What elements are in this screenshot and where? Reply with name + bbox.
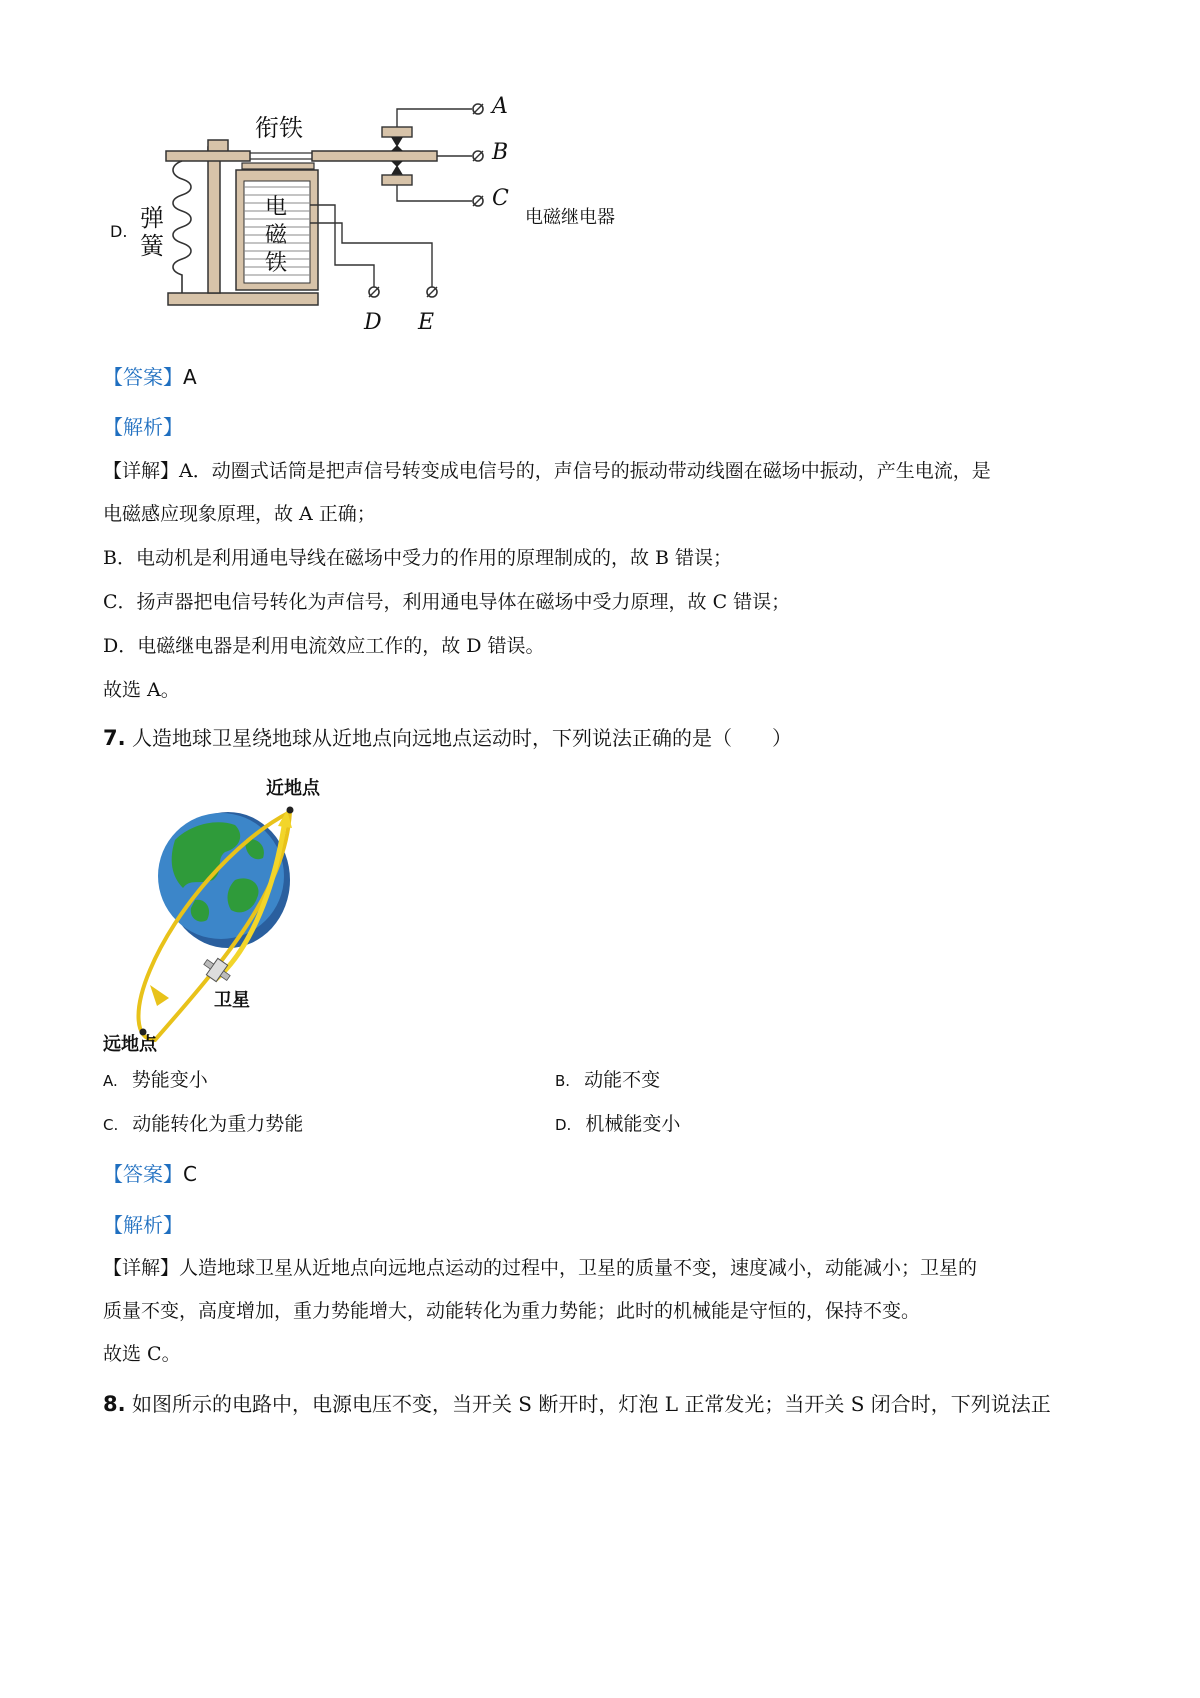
- q6-answer: [103, 363, 197, 392]
- answer-tag: 【答案】: [103, 1162, 183, 1186]
- terminal-c-label: C: [492, 186, 509, 211]
- q7-stem: [103, 724, 792, 752]
- option-text: 动能转化为重力势能: [132, 1113, 304, 1135]
- option-letter: D.: [555, 1116, 572, 1134]
- option-text: 机械能变小: [585, 1113, 681, 1135]
- terminal-a-label: A: [492, 94, 508, 119]
- label-magnet-1: 电: [265, 195, 288, 220]
- q7-analysis-tag: 【解析】: [103, 1213, 183, 1237]
- label-armature: 衔铁: [255, 114, 303, 142]
- relay-caption: 电磁继电器: [525, 207, 615, 228]
- q7-option-a: [103, 1066, 208, 1095]
- q7-option-c: [103, 1110, 303, 1139]
- q6-conclusion: 故选 A。: [103, 679, 180, 701]
- q6-detail-line3: B．电动机是利用通电导线在磁场中受力的作用的原理制成的，故 B 错误；: [103, 547, 733, 569]
- label-spring-2: 簧: [140, 232, 164, 260]
- label-magnet-2: 磁: [265, 223, 288, 248]
- option-letter: C.: [103, 1116, 119, 1134]
- question-text: 如图所示的电路中，电源电压不变，当开关 S 断开时，灯泡 L 正常发光；当开关 S 闭合时，下列说法正: [131, 1392, 1051, 1416]
- relay-figure: [160, 95, 560, 360]
- answer-tag: 【答案】: [103, 365, 183, 389]
- question-number: 8.: [103, 1392, 126, 1416]
- answer-value: C: [183, 1162, 197, 1186]
- detail-text: 人造地球卫星从近地点向远地点运动的过程中，卫星的质量不变，速度减小，动能减小；卫星的: [179, 1257, 978, 1279]
- orbit-figure: [95, 770, 335, 1060]
- label-spring-1: 弹: [140, 204, 164, 232]
- detail-text: A．动圈式话筒是把声信号转变成电信号的，声信号的振动带动线圈在磁场中振动，产生电流，是: [179, 460, 991, 482]
- detail-tag: 【详解】: [103, 1257, 180, 1279]
- answer-value: A: [183, 365, 197, 389]
- q6-detail-line5: D．电磁继电器是利用电流效应工作的，故 D 错误。: [103, 635, 545, 657]
- detail-tag: 【详解】: [103, 460, 180, 482]
- q6-detail-line1: [103, 457, 991, 485]
- label-apogee: 远地点: [103, 1034, 157, 1055]
- q6-detail-line4: C．扬声器把电信号转化为声信号，利用通电导体在磁场中受力原理，故 C 错误；: [103, 591, 791, 613]
- terminal-b-label: B: [492, 140, 509, 165]
- q6-detail-line2: 电磁感应现象原理，故 A 正确；: [103, 503, 376, 525]
- q7-option-d: [555, 1110, 680, 1139]
- terminal-e-label: E: [418, 310, 435, 335]
- label-magnet-3: 铁: [265, 251, 288, 276]
- q6-analysis-tag: 【解析】: [103, 415, 183, 439]
- option-d-letter: D.: [110, 222, 128, 241]
- q7-option-b: [555, 1066, 660, 1095]
- label-perigee: 近地点: [266, 778, 320, 799]
- question-number: 7.: [103, 726, 126, 750]
- q8-stem: [103, 1390, 1051, 1418]
- q7-conclusion: 故选 C。: [103, 1343, 181, 1365]
- option-text: 动能不变: [584, 1069, 661, 1091]
- option-letter: B.: [555, 1072, 571, 1090]
- option-letter: A.: [103, 1072, 118, 1090]
- terminal-d-label: D: [364, 310, 382, 335]
- q7-answer: [103, 1160, 197, 1189]
- label-satellite: 卫星: [214, 990, 250, 1011]
- q7-detail-line2: 质量不变，高度增加，重力势能增大，动能转化为重力势能；此时的机械能是守恒的，保持不变。: [103, 1300, 921, 1322]
- option-text: 势能变小: [131, 1069, 208, 1091]
- question-text: 人造地球卫星绕地球从近地点向远地点运动时，下列说法正确的是（ ）: [131, 726, 792, 750]
- q7-detail-line1: [103, 1254, 977, 1282]
